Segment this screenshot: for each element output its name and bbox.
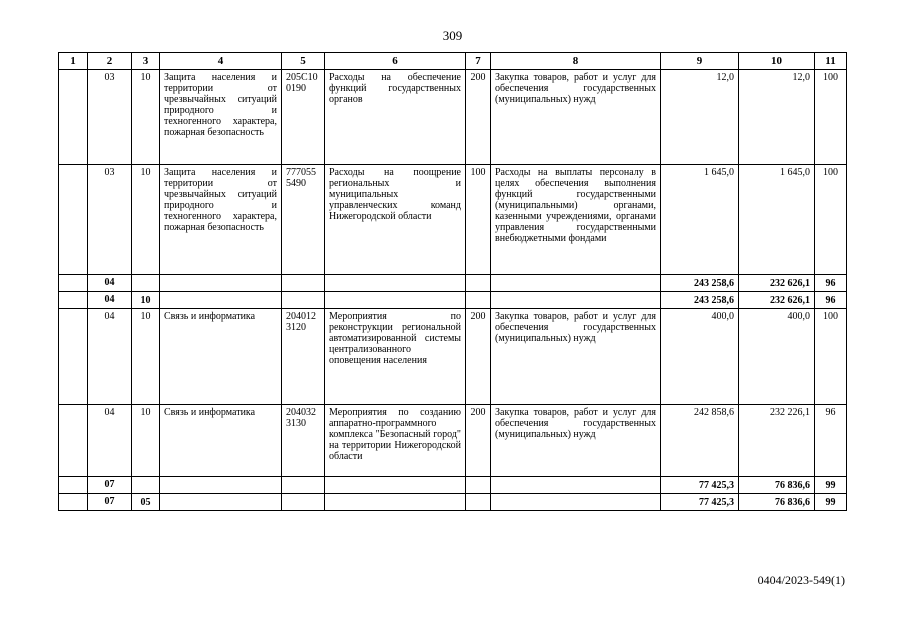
header-cell: 1 — [59, 53, 88, 70]
percent-cell: 96 — [815, 405, 847, 477]
target-code-cell — [282, 292, 325, 309]
value-cell-col10: 400,0 — [739, 309, 815, 405]
expense-type-code-cell: 200 — [466, 309, 491, 405]
target-code-cell — [282, 494, 325, 511]
expense-type-code-cell — [466, 275, 491, 292]
target-code-cell: 777055 5490 — [282, 165, 325, 275]
expense-type-code-cell: 200 — [466, 70, 491, 165]
value-cell-col9: 77 425,3 — [661, 477, 739, 494]
row-cell-col1 — [59, 70, 88, 165]
table-row — [59, 405, 847, 477]
expense-type-name-cell: Закупка товаров, работ и услуг для обеспечения государственных (муниципальных) нужд — [491, 405, 661, 477]
header-cell: 6 — [325, 53, 466, 70]
row-cell-col1 — [59, 309, 88, 405]
row-cell-col1 — [59, 405, 88, 477]
summary-row — [59, 494, 847, 511]
target-name-cell — [325, 494, 466, 511]
header-cell: 11 — [815, 53, 847, 70]
table-row — [59, 165, 847, 275]
expense-type-code-cell: 200 — [466, 405, 491, 477]
subsection-code-cell: 10 — [132, 292, 160, 309]
budget-table — [58, 52, 847, 511]
value-cell-col9: 12,0 — [661, 70, 739, 165]
subsection-code-cell: 10 — [132, 165, 160, 275]
section-name-cell — [160, 477, 282, 494]
summary-row — [59, 477, 847, 494]
header-cell: 3 — [132, 53, 160, 70]
value-cell-col10: 232 626,1 — [739, 292, 815, 309]
target-name-cell: Мероприятия по реконструкции региональной автоматизированной системы централизованного оповещения населения — [325, 309, 466, 405]
percent-cell: 96 — [815, 292, 847, 309]
header-cell: 9 — [661, 53, 739, 70]
value-cell-col9: 243 258,6 — [661, 275, 739, 292]
section-code-cell: 03 — [88, 165, 132, 275]
expense-type-name-cell — [491, 275, 661, 292]
value-cell-col10: 76 836,6 — [739, 494, 815, 511]
section-name-cell — [160, 494, 282, 511]
subsection-code-cell: 10 — [132, 309, 160, 405]
target-code-cell — [282, 477, 325, 494]
expense-type-name-cell: Расходы на выплаты персоналу в целях обеспечения выполнения функций государственными (муниципальными) органами, казенными учреждениями, органами управления государственными внебюджетными фондами — [491, 165, 661, 275]
value-cell-col10: 76 836,6 — [739, 477, 815, 494]
expense-type-code-cell: 100 — [466, 165, 491, 275]
section-name-cell: Связь и информатика — [160, 309, 282, 405]
percent-cell: 96 — [815, 275, 847, 292]
table-row — [59, 309, 847, 405]
target-name-cell — [325, 275, 466, 292]
percent-cell: 100 — [815, 70, 847, 165]
expense-type-name-cell — [491, 292, 661, 309]
target-name-cell: Мероприятия по созданию аппаратно-программного комплекса "Безопасный город" на территории Нижегородской области — [325, 405, 466, 477]
section-code-cell: 07 — [88, 494, 132, 511]
section-name-cell: Связь и информатика — [160, 405, 282, 477]
header-cell: 7 — [466, 53, 491, 70]
target-code-cell: 205С10 0190 — [282, 70, 325, 165]
expense-type-name-cell: Закупка товаров, работ и услуг для обеспечения государственных (муниципальных) нужд — [491, 70, 661, 165]
header-cell: 4 — [160, 53, 282, 70]
value-cell-col9: 400,0 — [661, 309, 739, 405]
table-row — [59, 70, 847, 165]
row-cell-col1 — [59, 477, 88, 494]
value-cell-col10: 232 226,1 — [739, 405, 815, 477]
subsection-code-cell — [132, 275, 160, 292]
header-cell: 8 — [491, 53, 661, 70]
target-code-cell: 204032 3130 — [282, 405, 325, 477]
section-code-cell: 04 — [88, 292, 132, 309]
section-code-cell: 04 — [88, 275, 132, 292]
expense-type-code-cell — [466, 292, 491, 309]
subsection-code-cell: 10 — [132, 405, 160, 477]
percent-cell: 100 — [815, 309, 847, 405]
section-code-cell: 07 — [88, 477, 132, 494]
row-cell-col1 — [59, 165, 88, 275]
expense-type-code-cell — [466, 494, 491, 511]
row-cell-col1 — [59, 275, 88, 292]
page-number: 309 — [442, 28, 463, 43]
target-code-cell — [282, 275, 325, 292]
value-cell-col10: 12,0 — [739, 70, 815, 165]
subsection-code-cell — [132, 477, 160, 494]
header-cell: 10 — [739, 53, 815, 70]
summary-row — [59, 292, 847, 309]
percent-cell: 99 — [815, 494, 847, 511]
expense-type-name-cell — [491, 494, 661, 511]
document-code: 0404/2023-549(1) — [757, 573, 845, 587]
row-cell-col1 — [59, 494, 88, 511]
section-name-cell: Защита населения и территории от чрезвычайных ситуаций природного и техногенного характера, пожарная безопасность — [160, 165, 282, 275]
expense-type-name-cell — [491, 477, 661, 494]
expense-type-code-cell — [466, 477, 491, 494]
subsection-code-cell: 05 — [132, 494, 160, 511]
section-name-cell — [160, 275, 282, 292]
header-cell: 5 — [282, 53, 325, 70]
percent-cell: 100 — [815, 165, 847, 275]
section-name-cell: Защита населения и территории от чрезвычайных ситуаций природного и техногенного характера, пожарная безопасность — [160, 70, 282, 165]
percent-cell: 99 — [815, 477, 847, 494]
section-code-cell: 04 — [88, 405, 132, 477]
target-name-cell: Расходы на поощрение региональных и муниципальных управленческих команд Нижегородской области — [325, 165, 466, 275]
header-row — [59, 53, 847, 70]
expense-type-name-cell: Закупка товаров, работ и услуг для обеспечения государственных (муниципальных) нужд — [491, 309, 661, 405]
value-cell-col9: 77 425,3 — [661, 494, 739, 511]
value-cell-col10: 232 626,1 — [739, 275, 815, 292]
value-cell-col10: 1 645,0 — [739, 165, 815, 275]
header-cell: 2 — [88, 53, 132, 70]
value-cell-col9: 243 258,6 — [661, 292, 739, 309]
target-name-cell — [325, 477, 466, 494]
target-name-cell: Расходы на обеспечение функций государственных органов — [325, 70, 466, 165]
section-name-cell — [160, 292, 282, 309]
subsection-code-cell: 10 — [132, 70, 160, 165]
section-code-cell: 03 — [88, 70, 132, 165]
value-cell-col9: 1 645,0 — [661, 165, 739, 275]
target-code-cell: 204012 3120 — [282, 309, 325, 405]
row-cell-col1 — [59, 292, 88, 309]
value-cell-col9: 242 858,6 — [661, 405, 739, 477]
target-name-cell — [325, 292, 466, 309]
summary-row — [59, 275, 847, 292]
section-code-cell: 04 — [88, 309, 132, 405]
